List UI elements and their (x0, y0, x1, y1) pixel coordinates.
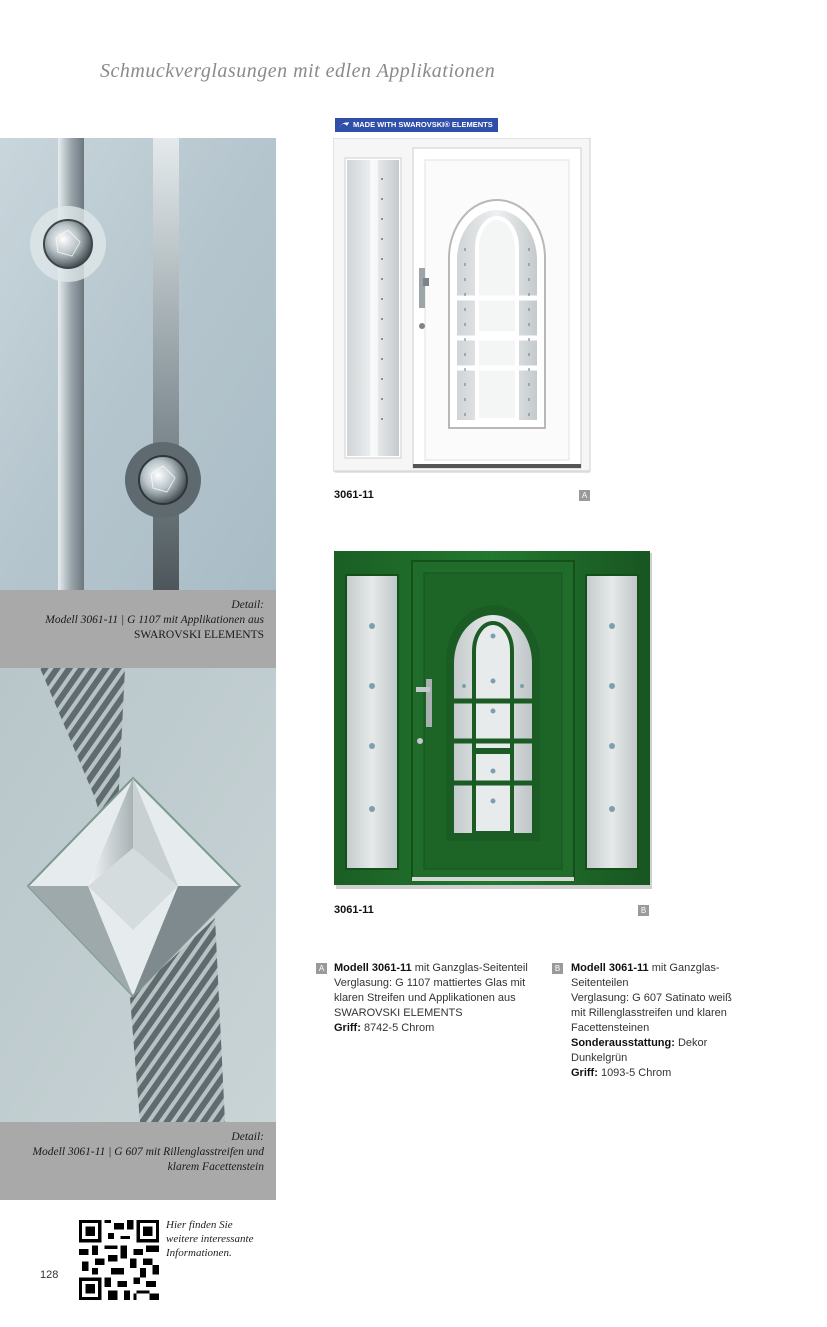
qr-info-line: Informationen. (166, 1247, 232, 1259)
door-image-green (334, 551, 652, 891)
detail-caption-line: Modell 3061-11 | G 1107 mit Applikationen aus (45, 614, 264, 626)
desc-b-line: Verglasung: G 607 Satinato weiß (571, 992, 732, 1004)
desc-a-line: SWAROVSKI ELEMENTS (334, 1007, 463, 1019)
swarovski-badge (335, 118, 498, 132)
detail-caption-2 (0, 1122, 276, 1200)
desc-a-griff-value: 8742-5 Chrom (360, 1022, 435, 1034)
desc-a-letter: A (316, 963, 327, 974)
desc-b-sonder-label: Sonderausstattung: (571, 1037, 675, 1049)
detail-caption-line: SWAROVSKI ELEMENTS (133, 629, 264, 641)
door-a-model-label: 3061-11 (334, 489, 374, 501)
desc-b-griff-value: 1093-5 Chrom (597, 1067, 672, 1079)
qr-info-line: weitere interessante (166, 1233, 254, 1245)
desc-a-griff-label: Griff: (334, 1022, 361, 1034)
detail-label: Detail: (231, 1131, 264, 1143)
door-a-letter: A (579, 490, 590, 501)
desc-b-line: Facettensteinen (571, 1022, 650, 1034)
detail-label: Detail: (231, 599, 264, 611)
desc-a-title-rest: mit Ganzglas-Seitenteil (411, 962, 528, 974)
detail-photo-facet (0, 668, 276, 1122)
desc-b-sonder-value2: Dunkelgrün (571, 1052, 628, 1064)
desc-b-line: mit Rillenglasstreifen und klaren (571, 1007, 727, 1019)
desc-b-title-rest: mit Ganzglas- (648, 962, 720, 974)
detail-caption-1 (0, 590, 276, 668)
desc-a-title: Modell 3061-11 (334, 962, 412, 974)
qr-info-text (166, 1218, 253, 1260)
qr-code[interactable] (79, 1220, 159, 1300)
page-number: 128 (40, 1269, 59, 1281)
door-b-letter: B (638, 905, 649, 916)
detail-caption-line: Modell 3061-11 | G 607 mit Rillenglasstreifen und (32, 1146, 264, 1158)
desc-b-sonder-value: Dekor (674, 1037, 708, 1049)
desc-b-griff-label: Griff: (571, 1067, 598, 1079)
desc-b-letter: B (552, 963, 563, 974)
page-heading: Schmuckverglasungen mit edlen Applikationen (100, 60, 496, 82)
desc-b-line: Seitenteilen (571, 977, 629, 989)
desc-a-line: Verglasung: G 1107 mattiertes Glas mit (334, 977, 526, 989)
detail-photo-swarovski (0, 138, 276, 590)
door-b-model-label: 3061-11 (334, 904, 374, 916)
desc-a-line: klaren Streifen und Applikationen aus (334, 992, 516, 1004)
detail-caption-line: klarem Facettenstein (167, 1161, 264, 1173)
badge-text: MADE WITH SWAROVSKI® ELEMENTS (353, 120, 493, 129)
door-image-white (333, 138, 592, 474)
qr-info-line: Hier finden Sie (166, 1219, 233, 1231)
desc-b (571, 961, 771, 1081)
swan-icon (338, 120, 350, 130)
desc-b-title: Modell 3061-11 (571, 962, 649, 974)
desc-a (334, 961, 534, 1036)
